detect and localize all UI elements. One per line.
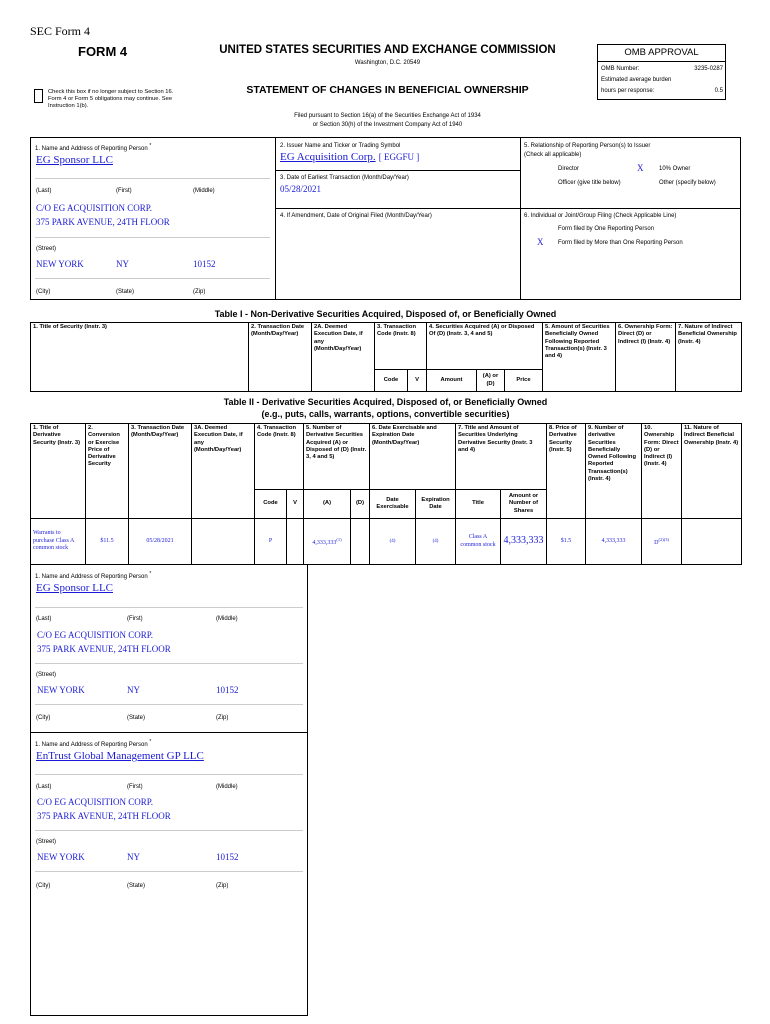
t1-sub-amount: Amount (427, 370, 477, 392)
commission-location: Washington, D.C. 20549 (354, 60, 421, 66)
t2-col11: 11. Nature of Indirect Beneficial Ownership (Instr. 4) (682, 424, 742, 519)
box1-middle: (Middle) (193, 188, 215, 194)
t2-sub-a: (A) (304, 490, 351, 519)
omb-hours-label: hours per response: (601, 88, 655, 94)
omb-number-label: OMB Number: (601, 66, 640, 72)
rp1-addr2: 375 PARK AVENUE, 24TH FLOOR (37, 644, 171, 654)
table2-subtitle: (e.g., puts, calls, warrants, options, convertible securities) (261, 409, 510, 419)
omb-number-value: 3235-0287 (694, 66, 723, 72)
t2-col2: 2. Conversion or Exercise Price of Derivative Security (86, 424, 129, 519)
rp1-city-value: NEW YORK (37, 685, 85, 695)
t2-col9: 9. Number of derivative Securities Beneficially Owned Following Reported Transaction(s) (Instr. 4) (586, 424, 642, 519)
rp2-label: 1. Name and Address of Reporting Person * (35, 739, 152, 748)
statement-title: STATEMENT OF CHANGES IN BENEFICIAL OWNERSHIP (246, 84, 529, 96)
t2-row-form-note: (2)(3) (658, 536, 669, 542)
table1-title: Table I - Non-Derivative Securities Acquired, Disposed of, or Beneficially Owned (214, 309, 557, 319)
rp2-addr2: 375 PARK AVENUE, 24TH FLOOR (37, 811, 171, 821)
box2-label: 2. Issuer Name and Ticker or Trading Symbol (280, 143, 401, 149)
omb-title: OMB APPROVAL (624, 47, 699, 58)
t2-col7: 7. Title and Amount of Securities Underlying Derivative Security (Instr. 3 and 4) (456, 424, 547, 490)
box1-last: (Last) (36, 188, 52, 194)
box1-addr2: 375 PARK AVENUE, 24TH FLOOR (36, 217, 170, 227)
t2-row-under-amount: 4,333,333 (503, 534, 544, 546)
rp2-state-value: NY (127, 852, 140, 862)
box2-issuer (280, 151, 419, 163)
issuer-ticker: [ EGGFU ] (378, 152, 420, 162)
box1-zip-value: 10152 (193, 259, 216, 269)
rp2-middle: (Middle) (216, 784, 238, 790)
rp1-street: (Street) (36, 672, 57, 678)
sec-form-label: SEC Form 4 (30, 24, 91, 38)
rp1-state: (State) (127, 715, 146, 721)
rp2-first: (First) (127, 784, 143, 790)
box5-ten-pct-mark[interactable]: X (637, 163, 644, 173)
rp1-label: 1. Name and Address of Reporting Person * (35, 571, 152, 580)
rp2-last: (Last) (36, 784, 52, 790)
rp1-middle: (Middle) (216, 616, 238, 622)
t2-row-code: P (268, 537, 273, 544)
t2-row-date: 05/28/2021 (146, 537, 174, 544)
t2-row-a-note: (1) (336, 536, 342, 542)
rp1-name[interactable]: EG Sponsor LLC (36, 582, 113, 594)
box1-zip: (Zip) (193, 289, 206, 295)
t1-col5: 5. Amount of Securities Beneficially Owned Following Reported Transaction(s) (Instr. 3 and 4) (543, 323, 616, 392)
t1-sub-code: Code (375, 370, 408, 392)
box3-label: 3. Date of Earliest Transaction (Month/Day/Year) (280, 175, 409, 181)
t2-sub-exercisable: Date Exercisable (370, 490, 416, 519)
t2-row-owned: 4,333,333 (601, 537, 626, 544)
box5-other: Other (specify below) (659, 180, 716, 186)
table-row (31, 519, 742, 565)
rp2-zip-value: 10152 (216, 852, 239, 862)
table2 (30, 423, 742, 565)
t1-sub-price: Price (505, 370, 543, 392)
rp1-zip: (Zip) (216, 715, 229, 721)
box1-street: (Street) (36, 246, 57, 252)
t2-sub-expiration: Expiration Date (416, 490, 456, 519)
t2-col3a: 3A. Deemed Execution Date, if any (Month/Day/Year) (192, 424, 255, 519)
t1-col1: 1. Title of Security (Instr. 3) (31, 323, 249, 392)
t2-sub-code: Code (255, 490, 287, 519)
t1-sub-aord: (A) or (D) (477, 370, 505, 392)
t2-sub-title: Title (456, 490, 501, 519)
box5-director: Director (558, 166, 580, 172)
box1-label: 1. Name and Address of Reporting Person * (35, 143, 152, 152)
t1-col4: 4. Securities Acquired (A) or Disposed Of (D) (Instr. 3, 4 and 5) (427, 323, 543, 370)
box1-addr1: C/O EG ACQUISITION CORP. (36, 203, 153, 213)
filed-pursuant-1: Filed pursuant to Section 16(a) of the Securities Exchange Act of 1934 (294, 113, 481, 119)
t1-col3: 3. Transaction Code (Instr. 8) (375, 323, 427, 370)
rp1-state-value: NY (127, 685, 140, 695)
omb-hours-value: 0.5 (714, 88, 723, 94)
commission-title: UNITED STATES SECURITIES AND EXCHANGE COMMISSION (219, 44, 556, 56)
box6-more-mark[interactable]: X (537, 237, 544, 247)
t2-row-title: Warrants to purchase Class A common stock (33, 530, 74, 552)
box6-label: 6. Individual or Joint/Group Filing (Check Applicable Line) (524, 213, 677, 219)
omb-burden-label: Estimated average burden (601, 77, 672, 83)
t2-col6: 6. Date Exercisable and Expiration Date (Month/Day/Year) (370, 424, 456, 490)
table1 (30, 322, 742, 392)
rp2-state: (State) (127, 883, 146, 889)
t2-row-a: 4,333,333 (312, 539, 337, 546)
t2-row-form: D (654, 539, 659, 546)
rp2-name[interactable]: EnTrust Global Management GP LLC (36, 750, 204, 762)
rp1-last: (Last) (36, 616, 52, 622)
t1-col7: 7. Nature of Indirect Beneficial Ownership (Instr. 4) (676, 323, 742, 392)
table2-title: Table II - Derivative Securities Acquired, Disposed of, or Beneficially Owned (223, 397, 548, 407)
t2-col3: 3. Transaction Date (Month/Day/Year) (129, 424, 192, 519)
t2-col5: 5. Number of Derivative Securities Acquired (A) or Disposed of (D) (Instr. 3, 4 and 5) (304, 424, 370, 490)
t1-col6: 6. Ownership Form: Direct (D) or Indirect (I) (Instr. 4) (616, 323, 676, 392)
rp2-addr1: C/O EG ACQUISITION CORP. (37, 797, 154, 807)
rp1-first: (First) (127, 616, 143, 622)
t2-row-conversion: $11.5 (100, 537, 114, 544)
issuer-name-link[interactable]: EG Acquisition Corp. (280, 151, 376, 163)
t2-col1: 1. Title of Derivative Security (Instr. 3) (31, 424, 86, 519)
t1-col2a: 2A. Deemed Execution Date, if any (Month/Day/Year) (312, 323, 375, 392)
rp1-city: (City) (36, 715, 51, 721)
t1-sub-v: V (408, 370, 427, 392)
box6-one-person: Form filed by One Reporting Person (558, 226, 655, 232)
rp1-zip-value: 10152 (216, 685, 239, 695)
t2-sub-v: V (287, 490, 304, 519)
box4-label: 4. If Amendment, Date of Original Filed (Month/Day/Year) (280, 213, 432, 219)
section16-checkbox[interactable] (34, 89, 43, 103)
t1-col2: 2. Transaction Date (Month/Day/Year) (249, 323, 312, 392)
t2-sub-d: (D) (351, 490, 370, 519)
rp2-city-value: NEW YORK (37, 852, 85, 862)
rp2-street: (Street) (36, 839, 57, 845)
box1-city-value: NEW YORK (36, 259, 84, 269)
t2-col4: 4. Transaction Code (Instr. 8) (255, 424, 304, 490)
t2-row-exercisable: (4) (389, 538, 396, 544)
box5-officer: Officer (give title below) (558, 180, 621, 186)
box3-date: 05/28/2021 (280, 184, 322, 194)
filed-pursuant-2: or Section 30(h) of the Investment Company Act of 1940 (312, 122, 463, 128)
box5-label: 5. Relationship of Reporting Person(s) to Issuer (524, 143, 651, 149)
box1-city: (City) (36, 289, 51, 295)
rp2-zip: (Zip) (216, 883, 229, 889)
box6-more-persons: Form filed by More than One Reporting Person (558, 240, 683, 246)
rp2-city: (City) (36, 883, 51, 889)
box1-state-value: NY (116, 259, 129, 269)
box5-sublabel: (Check all applicable) (524, 152, 582, 158)
section16-note: Check this box if no longer subject to Section 16. Form 4 or Form 5 obligations may continue. See Instruction 1(b). (48, 89, 174, 109)
t2-row-price: $1.5 (560, 537, 572, 544)
box1-first: (First) (116, 188, 132, 194)
t2-sub-amount: Amount or Number of Shares (501, 490, 547, 519)
t2-row-under-title: Class A common stock (460, 534, 496, 548)
box5-ten-pct: 10% Owner (659, 166, 691, 172)
box1-name[interactable]: EG Sponsor LLC (36, 154, 113, 166)
t2-col8: 8. Price of Derivative Security (Instr. 5) (547, 424, 586, 519)
t2-row-expiration: (4) (432, 538, 439, 544)
box1-state: (State) (116, 289, 135, 295)
form-title: FORM 4 (78, 44, 128, 59)
t2-col10: 10. Ownership Form: Direct (D) or Indirect (I) (Instr. 4) (642, 424, 682, 519)
rp1-addr1: C/O EG ACQUISITION CORP. (37, 630, 154, 640)
